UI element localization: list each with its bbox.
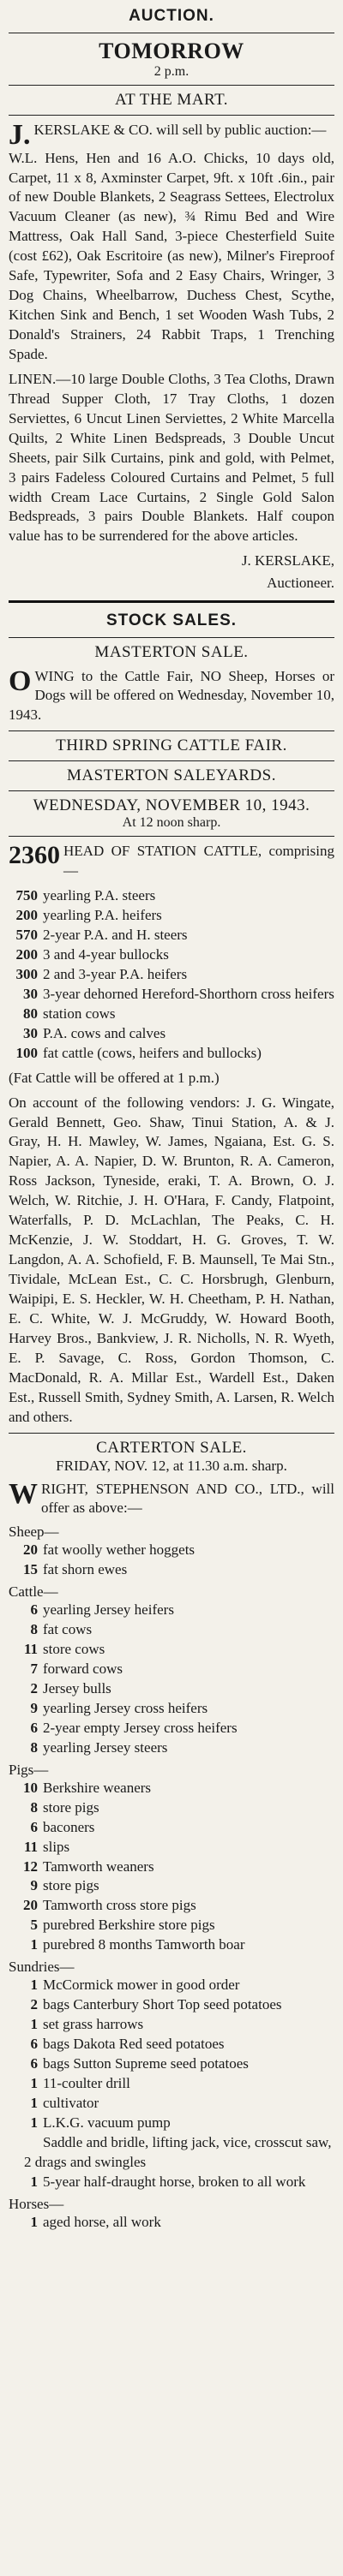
list-item: 20 fat woolly wether hoggets: [23, 1541, 196, 1559]
sale-time: At 12 noon sharp.: [122, 815, 221, 831]
divider: [9, 790, 334, 791]
sale-date: WEDNESDAY, NOVEMBER 10, 1943.: [33, 796, 310, 815]
vendors-list: On account of the following vendors: J. G. Wingate, Gerald Bennett, Geo. Shaw, Tinui Station, A. & J. Gray, H. H. Mawley, W. James, Ngaiana, Est. G. S. Napier, A. A. Napier, D. W. Brunton, R. A. Cameron, Ross Jackson, Tyneside, eraki, T. A. Brown, O. J. Welch, W. Ritchie, J. H. O'Hara, F. Candy, Flatpoint, Waterfalls, P. D. McLachlan, The Peaks, C. H. McKenzie, J. W. Stoddart, H. G. Groves, T. W. Langdon, A. A. Schofield, F. B. Maunsell, Te Mai Stn., Tividale, McLean Est., C. C. Horsbrugh, Glenburn, Waipipi, E. S. Heckler, W. H. Cheetham, P. H. Nathan, E. C. White, W. J. McGruddy, W. Howard Booth, Harvey Bros., Bankview, J. R. Nicholls, N. R. Wyeth, E. P. Savage, C. Ross, Gordon Thomson, C. MacDonald, R. A. Millar Est., Wardell Est., Daken Est., Russell Smith, Sydney Smith, A. Larsen, R. Welch and others.: [9, 1094, 334, 1425]
auction-intro: [9, 119, 334, 151]
list-item: 15 fat shorn ewes: [23, 1561, 128, 1578]
auction-intro-text: KERSLAKE & CO. will sell by public auction:—: [33, 122, 327, 138]
horses-label: Horses—: [9, 2195, 64, 2212]
divider: [9, 85, 334, 86]
divider: [9, 760, 334, 761]
list-item: 200 3 and 4-year bullocks: [15, 946, 169, 963]
auction-time: 2 p.m.: [153, 64, 190, 79]
divider: [9, 115, 334, 116]
list-item: 5 purebred Berkshire store pigs: [30, 1917, 215, 1934]
carterton-intro: [9, 1477, 334, 1519]
list-item: 10 Berkshire weaners: [23, 1779, 152, 1796]
list-item: 6 bags Dakota Red seed potatoes: [30, 2036, 225, 2053]
list-item: 6 bags Sutton Supreme seed potatoes: [30, 2054, 249, 2072]
list-item: 1 cultivator: [30, 2094, 99, 2111]
list-item: 80 station cows: [23, 1005, 116, 1022]
list-item: 30 3-year dehorned Hereford-Shorthorn cross heifers: [23, 985, 334, 1002]
head-text: HEAD OF STATION CATTLE, comprising—: [63, 843, 334, 880]
list-item: 6 2-year empty Jersey cross heifers: [30, 1719, 238, 1736]
list-item: 1 L.K.G. vacuum pump: [30, 2114, 171, 2131]
drop-cap: O: [9, 665, 32, 697]
list-item: 8 fat cows: [30, 1621, 93, 1638]
list-item: 8 yearling Jersey steers: [30, 1738, 168, 1756]
auction-header: AUCTION.: [129, 7, 214, 25]
list-item: 11 slips: [23, 1838, 70, 1855]
list-item: 11 store cows: [23, 1641, 105, 1658]
saleyards-title: MASTERTON SALEYARDS.: [67, 766, 276, 785]
list-item: 200 yearling P.A. heifers: [15, 907, 162, 924]
newspaper-column: [9, 0, 334, 2232]
carterton-date: FRIDAY, NOV. 12, at 11.30 a.m. sharp.: [56, 1457, 287, 1474]
fat-cattle-note: (Fat Cattle will be offered at 1 p.m.): [9, 1069, 220, 1086]
list-item: 6 yearling Jersey heifers: [30, 1601, 174, 1619]
auctioneer-title: Auctioneer.: [267, 575, 334, 592]
list-item: 100 fat cattle (cows, heifers and bullocks): [15, 1044, 262, 1061]
list-item: 9 yearling Jersey cross heifers: [30, 1699, 208, 1716]
notice-text: WING to the Cattle Fair, NO Sheep, Horses or Dogs will be offered on Wednesday, November 10, 1943.: [9, 667, 334, 724]
divider: [9, 836, 334, 837]
auction-body-items: W.L. Hens, Hen and 16 A.O. Chicks, 10 days old, Carpet, 11 x 8, Axminster Carpet, 9ft. x 10ft .6in., pair of new Double Blankets, 2 Seagrass Settees, Electrolux Vacuum Cleaner (as new), ¾ Rimu Bed and Wire Mattress, Oak Hall Sand, 3-piece Chesterfield Suite (cost £62), Oak Escritoire (as new), Milner's Fireproof Safe, Typewriter, Sofa and 2 Easy Chairs, Wringer, 3 Dog Chains, Wheelbarrow, Duchess Chest, Scythe, Kitchen Sink and Bench, 1 set Wooden Wash Tubs, 2 Donald's Strainers, 24 Rabbit Traps, 1 Trenching Spade.: [9, 149, 334, 362]
masterton-sale-title: MASTERTON SALE.: [94, 642, 249, 661]
cattle-fair-notice: [9, 667, 334, 726]
cattle-label: Cattle—: [9, 1583, 58, 1601]
list-item: Saddle and bridle, lifting jack, vice, crosscut saw, 2 drags and swingles: [24, 2133, 332, 2170]
list-item: 1 McCormick mower in good order: [30, 1977, 240, 1994]
fair-title: THIRD SPRING CATTLE FAIR.: [56, 736, 287, 755]
list-item: 1 set grass harrows: [30, 2016, 144, 2033]
list-item: 12 Tamworth weaners: [23, 1857, 154, 1875]
sundries-label: Sundries—: [9, 1959, 75, 1976]
auction-body-linen: LINEN.—10 large Double Cloths, 3 Tea Cloths, Drawn Thread Supper Cloth, 17 Tray Cloths, 1 dozen Serviettes, 6 Uncut Linen Serviettes, 2 White Marcella Quilts, 2 White Linen Bedspreads, 3 Double Uncut Sheets, pair Silk Curtains, pink and gold, with Pelmet, 3 pairs Fadeless Coloured Curtains and Pelmet, 5 full width Cream Lace Curtains, 2 Single Gold Salon Bedspreads, 3 pairs Double Blankets. Half coupon value has to be surrendered for the above articles.: [9, 370, 334, 545]
stock-sales-header: STOCK SALES.: [105, 611, 238, 629]
at-the-mart: AT THE MART.: [114, 91, 229, 109]
divider: [9, 637, 334, 638]
list-item: 2 Jersey bulls: [30, 1680, 111, 1697]
sheep-label: Sheep—: [9, 1524, 59, 1541]
divider: [9, 1433, 334, 1434]
list-item: 20 Tamworth cross store pigs: [23, 1897, 196, 1914]
list-item: 1 aged horse, all work: [30, 2213, 161, 2230]
list-item: 1 5-year half-draught horse, broken to all work: [30, 2173, 306, 2190]
drop-cap: J.: [9, 119, 31, 151]
list-item: 300 2 and 3-year P.A. heifers: [15, 965, 188, 982]
list-item: 750 yearling P.A. steers: [15, 887, 156, 904]
list-item: 9 store pigs: [30, 1877, 99, 1894]
list-item: 7 forward cows: [30, 1661, 123, 1678]
head-of-cattle: [9, 842, 334, 881]
tomorrow-heading: TOMORROW: [99, 39, 244, 63]
list-item: 2 bags Canterbury Short Top seed potatoes: [30, 1996, 282, 2013]
carterton-sale-title: CARTERTON SALE.: [96, 1438, 247, 1457]
auctioneer-name: J. KERSLAKE,: [241, 552, 334, 569]
list-item: 6 baconers: [30, 1818, 95, 1835]
list-item: 8 store pigs: [30, 1798, 99, 1816]
carterton-intro-text: RIGHT, STEPHENSON AND CO., LTD., will offer as above:—: [41, 1480, 334, 1517]
list-item: 1 11-coulter drill: [30, 2074, 130, 2091]
head-count: 2360: [9, 841, 60, 870]
list-item: 30 P.A. cows and calves: [23, 1024, 166, 1041]
list-item: 1 purebred 8 months Tamworth boar: [30, 1936, 245, 1953]
drop-cap: W: [9, 1477, 38, 1510]
list-item: 570 2-year P.A. and H. steers: [15, 927, 188, 944]
pigs-label: Pigs—: [9, 1761, 49, 1778]
section-divider: [9, 600, 334, 603]
cattle-list: [9, 886, 334, 1063]
divider: [9, 730, 334, 731]
